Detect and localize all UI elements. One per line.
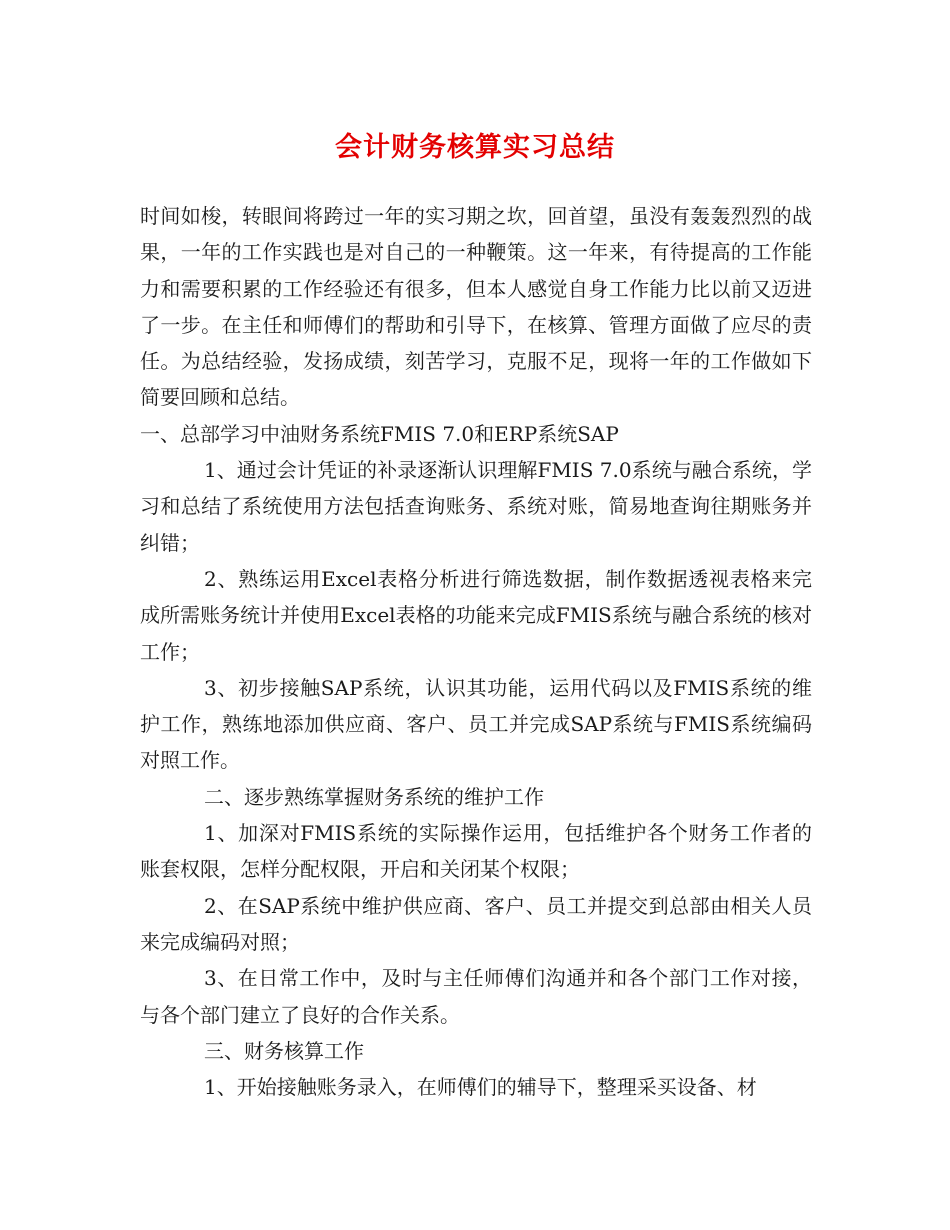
list-item: 1、通过会计凭证的补录逐渐认识理解FMIS 7.0系统与融合系统，学习和总结了系统使用方法包括查询账务、系统对账，简易地查询往期账务并纠错； xyxy=(140,458,812,555)
list-item: 2、在SAP系统中维护供应商、客户、员工并提交到总部由相关人员来完成编码对照； xyxy=(140,893,812,954)
list-item: 1、开始接触账务录入，在师傅们的辅导下，整理采买设备、材 xyxy=(204,1075,757,1100)
section-heading-1: 一、总部学习中油财务系统FMIS 7.0和ERP系统SAP xyxy=(140,421,619,446)
list-item: 3、初步接触SAP系统，认识其功能，运用代码以及FMIS系统的维护工作，熟练地添加供应商、客户、员工并完成SAP系统与FMIS系统编码对照工作。 xyxy=(140,675,812,773)
section-heading-3: 三、财务核算工作 xyxy=(204,1038,364,1063)
document-title: 会计财务核算实习总结 xyxy=(335,132,615,163)
list-item: 1、加深对FMIS系统的实际操作运用，包括维护各个财务工作者的账套权限，怎样分配权限，开启和关闭某个权限； xyxy=(140,821,812,882)
section-heading-2: 二、逐步熟练掌握财务系统的维护工作 xyxy=(204,784,544,809)
list-item: 2、熟练运用Excel表格分析进行筛选数据，制作数据透视表格来完成所需账务统计并使用Excel表格的功能来完成FMIS系统与融合系统的核对工作； xyxy=(140,566,812,664)
list-item: 3、在日常工作中，及时与主任师傅们沟通并和各个部门工作对接，与各个部门建立了良好的合作关系。 xyxy=(140,966,812,1027)
paragraph-intro: 时间如梭，转眼间将跨过一年的实习期之坎，回首望，虽没有轰轰烈烈的战果，一年的工作实践也是对自己的一种鞭策。这一年来，有待提高的工作能力和需要积累的工作经验还有很多，但本人感觉自身工作能力比以前又迈进了一步。在主任和师傅们的帮助和引导下，在核算、管理方面做了应尽的责任。为总结经验，发扬成绩，刻苦学习，克服不足，现将一年的工作做如下简要回顾和总结。 xyxy=(140,204,812,410)
document-body xyxy=(140,198,812,1105)
